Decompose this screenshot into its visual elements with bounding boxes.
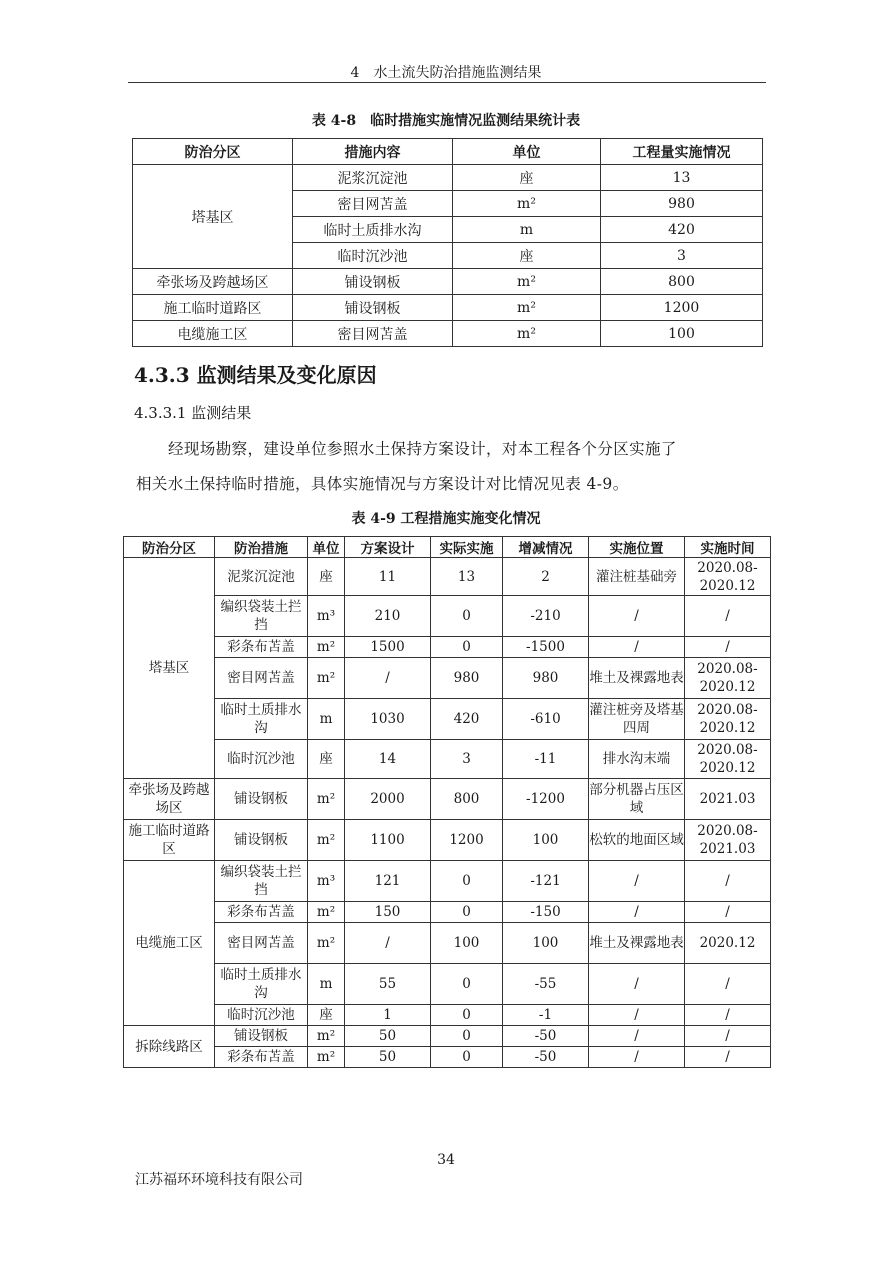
actual-cell: 13 [431, 558, 503, 596]
unit-cell: m [453, 217, 601, 243]
plan-cell: 14 [345, 740, 431, 779]
table-row [124, 658, 771, 699]
actual-cell: 420 [431, 699, 503, 740]
col-header: 防治分区 [124, 537, 215, 558]
diff-cell: 100 [503, 820, 589, 861]
actual-cell: 980 [431, 658, 503, 699]
unit-cell: m² [308, 1047, 345, 1068]
time-cell: / [685, 1047, 771, 1068]
unit-cell: 座 [308, 558, 345, 596]
paragraph-line: 相关水土保持临时措施，具体实施情况与方案设计对比情况见表 4-9。 [136, 475, 629, 493]
unit-cell: m² [308, 820, 345, 861]
qty-cell: 13 [601, 165, 763, 191]
table-row [124, 1026, 771, 1047]
table-row [124, 779, 771, 820]
qty-cell: 980 [601, 191, 763, 217]
unit-cell: 座 [453, 243, 601, 269]
location-cell: 灌注桩旁及塔基四周 [589, 699, 685, 740]
measure-cell: 密目网苫盖 [293, 191, 453, 217]
col-header: 工程量实施情况 [601, 139, 763, 165]
col-header: 措施内容 [293, 139, 453, 165]
subsection-title: 4.3.3.1 监测结果 [134, 404, 252, 422]
time-cell: 2020.08-2020.12 [685, 558, 771, 596]
diff-cell: -11 [503, 740, 589, 779]
section-title: 4.3.3 监测结果及变化原因 [134, 363, 377, 387]
col-header: 实施时间 [685, 537, 771, 558]
table-row [133, 165, 763, 191]
unit-cell: m³ [308, 861, 345, 902]
page-number: 34 [437, 1152, 455, 1168]
actual-cell: 0 [431, 1047, 503, 1068]
location-cell: / [589, 902, 685, 923]
table-4-9-caption: 表 4-9 工程措施实施变化情况 [351, 511, 541, 527]
running-header: 4 水土流失防治措施监测结果 [350, 65, 542, 81]
measure-cell: 铺设钢板 [293, 295, 453, 321]
time-cell: / [685, 1026, 771, 1047]
diff-cell: -610 [503, 699, 589, 740]
actual-cell: 0 [431, 861, 503, 902]
diff-cell: -210 [503, 596, 589, 637]
location-cell: / [589, 861, 685, 902]
table-row [124, 923, 771, 964]
header-divider [128, 82, 766, 83]
table-row [133, 295, 763, 321]
col-header: 防治分区 [133, 139, 293, 165]
table-header-row [124, 537, 771, 558]
measure-cell: 编织袋装土拦挡 [215, 861, 308, 902]
unit-cell: m² [308, 637, 345, 658]
table-row [124, 637, 771, 658]
table-row [124, 861, 771, 902]
location-cell: 堆土及裸露地表 [589, 658, 685, 699]
unit-cell: m [308, 699, 345, 740]
qty-cell: 420 [601, 217, 763, 243]
unit-cell: m² [453, 269, 601, 295]
qty-cell: 100 [601, 321, 763, 347]
unit-cell: m² [308, 1026, 345, 1047]
plan-cell: 121 [345, 861, 431, 902]
plan-cell: 50 [345, 1026, 431, 1047]
unit-cell: m³ [308, 596, 345, 637]
diff-cell: -150 [503, 902, 589, 923]
zone-cell: 施工临时道路区 [133, 295, 293, 321]
time-cell: 2021.03 [685, 779, 771, 820]
actual-cell: 0 [431, 637, 503, 658]
plan-cell: 150 [345, 902, 431, 923]
zone-cell: 牵张场及跨越场区 [124, 779, 215, 820]
time-cell: 2020.08-2020.12 [685, 658, 771, 699]
time-cell: / [685, 861, 771, 902]
table-row [124, 964, 771, 1005]
unit-cell: m² [308, 658, 345, 699]
measure-cell: 彩条布苫盖 [215, 637, 308, 658]
table-4-8 [132, 138, 763, 347]
table-row [124, 596, 771, 637]
col-header: 方案设计 [345, 537, 431, 558]
table-header-row [133, 139, 763, 165]
location-cell: / [589, 637, 685, 658]
zone-cell: 塔基区 [124, 558, 215, 779]
actual-cell: 0 [431, 1005, 503, 1026]
zone-cell: 施工临时道路区 [124, 820, 215, 861]
plan-cell: / [345, 658, 431, 699]
col-header: 防治措施 [215, 537, 308, 558]
plan-cell: 2000 [345, 779, 431, 820]
actual-cell: 1200 [431, 820, 503, 861]
col-header: 单位 [308, 537, 345, 558]
time-cell: / [685, 596, 771, 637]
table-row [124, 1005, 771, 1026]
unit-cell: m [308, 964, 345, 1005]
qty-cell: 800 [601, 269, 763, 295]
col-header: 增减情况 [503, 537, 589, 558]
table-row [124, 740, 771, 779]
time-cell: 2020.12 [685, 923, 771, 964]
unit-cell: m² [308, 902, 345, 923]
diff-cell: -55 [503, 964, 589, 1005]
measure-cell: 泥浆沉淀池 [293, 165, 453, 191]
measure-cell: 临时沉沙池 [293, 243, 453, 269]
measure-cell: 临时土质排水沟 [215, 699, 308, 740]
time-cell: / [685, 964, 771, 1005]
table-row [133, 269, 763, 295]
plan-cell: 50 [345, 1047, 431, 1068]
location-cell: 松软的地面区域 [589, 820, 685, 861]
location-cell: / [589, 1026, 685, 1047]
plan-cell: 210 [345, 596, 431, 637]
zone-cell: 拆除线路区 [124, 1026, 215, 1068]
measure-cell: 彩条布苫盖 [215, 1047, 308, 1068]
zone-cell: 塔基区 [133, 165, 293, 269]
diff-cell: -1500 [503, 637, 589, 658]
qty-cell: 3 [601, 243, 763, 269]
zone-cell: 电缆施工区 [133, 321, 293, 347]
table-row [124, 902, 771, 923]
measure-cell: 铺设钢板 [215, 820, 308, 861]
location-cell: / [589, 1047, 685, 1068]
measure-cell: 铺设钢板 [293, 269, 453, 295]
location-cell: / [589, 964, 685, 1005]
plan-cell: 11 [345, 558, 431, 596]
location-cell: 灌注桩基础旁 [589, 558, 685, 596]
measure-cell: 彩条布苫盖 [215, 902, 308, 923]
diff-cell: -50 [503, 1026, 589, 1047]
time-cell: 2020.08-2020.12 [685, 740, 771, 779]
table-row [124, 820, 771, 861]
location-cell: 排水沟末端 [589, 740, 685, 779]
diff-cell: 2 [503, 558, 589, 596]
diff-cell: 100 [503, 923, 589, 964]
plan-cell: 1500 [345, 637, 431, 658]
table-row [124, 1047, 771, 1068]
measure-cell: 临时土质排水沟 [293, 217, 453, 243]
table-row [124, 558, 771, 596]
measure-cell: 密目网苫盖 [215, 923, 308, 964]
col-header: 实施位置 [589, 537, 685, 558]
plan-cell: 1030 [345, 699, 431, 740]
table-row [124, 699, 771, 740]
actual-cell: 0 [431, 902, 503, 923]
plan-cell: 1 [345, 1005, 431, 1026]
diff-cell: -1200 [503, 779, 589, 820]
diff-cell: -50 [503, 1047, 589, 1068]
unit-cell: m² [453, 191, 601, 217]
col-header: 实际实施 [431, 537, 503, 558]
time-cell: 2020.08-2020.12 [685, 699, 771, 740]
measure-cell: 编织袋装土拦挡 [215, 596, 308, 637]
plan-cell: / [345, 923, 431, 964]
col-header: 单位 [453, 139, 601, 165]
measure-cell: 密目网苫盖 [215, 658, 308, 699]
measure-cell: 密目网苫盖 [293, 321, 453, 347]
actual-cell: 0 [431, 596, 503, 637]
table-row [133, 321, 763, 347]
measure-cell: 临时沉沙池 [215, 1005, 308, 1026]
qty-cell: 1200 [601, 295, 763, 321]
diff-cell: -1 [503, 1005, 589, 1026]
zone-cell: 牵张场及跨越场区 [133, 269, 293, 295]
unit-cell: 座 [453, 165, 601, 191]
unit-cell: 座 [308, 1005, 345, 1026]
unit-cell: m² [453, 295, 601, 321]
table-4-9 [123, 536, 771, 1068]
time-cell: / [685, 637, 771, 658]
measure-cell: 铺设钢板 [215, 779, 308, 820]
location-cell: 堆土及裸露地表 [589, 923, 685, 964]
unit-cell: 座 [308, 740, 345, 779]
time-cell: 2020.08-2021.03 [685, 820, 771, 861]
measure-cell: 临时土质排水沟 [215, 964, 308, 1005]
measure-cell: 铺设钢板 [215, 1026, 308, 1047]
unit-cell: m² [453, 321, 601, 347]
actual-cell: 800 [431, 779, 503, 820]
location-cell: 部分机器占压区域 [589, 779, 685, 820]
location-cell: / [589, 1005, 685, 1026]
unit-cell: m² [308, 779, 345, 820]
company-footer: 江苏福环环境科技有限公司 [135, 1172, 303, 1188]
location-cell: / [589, 596, 685, 637]
actual-cell: 0 [431, 964, 503, 1005]
paragraph-line: 经现场勘察，建设单位参照水土保持方案设计，对本工程各个分区实施了 [168, 440, 677, 458]
unit-cell: m² [308, 923, 345, 964]
table-4-8-caption: 表 4-8 临时措施实施情况监测结果统计表 [311, 113, 581, 129]
measure-cell: 临时沉沙池 [215, 740, 308, 779]
plan-cell: 55 [345, 964, 431, 1005]
actual-cell: 100 [431, 923, 503, 964]
diff-cell: -121 [503, 861, 589, 902]
diff-cell: 980 [503, 658, 589, 699]
time-cell: / [685, 1005, 771, 1026]
actual-cell: 3 [431, 740, 503, 779]
zone-cell: 电缆施工区 [124, 861, 215, 1026]
time-cell: / [685, 902, 771, 923]
actual-cell: 0 [431, 1026, 503, 1047]
plan-cell: 1100 [345, 820, 431, 861]
measure-cell: 泥浆沉淀池 [215, 558, 308, 596]
